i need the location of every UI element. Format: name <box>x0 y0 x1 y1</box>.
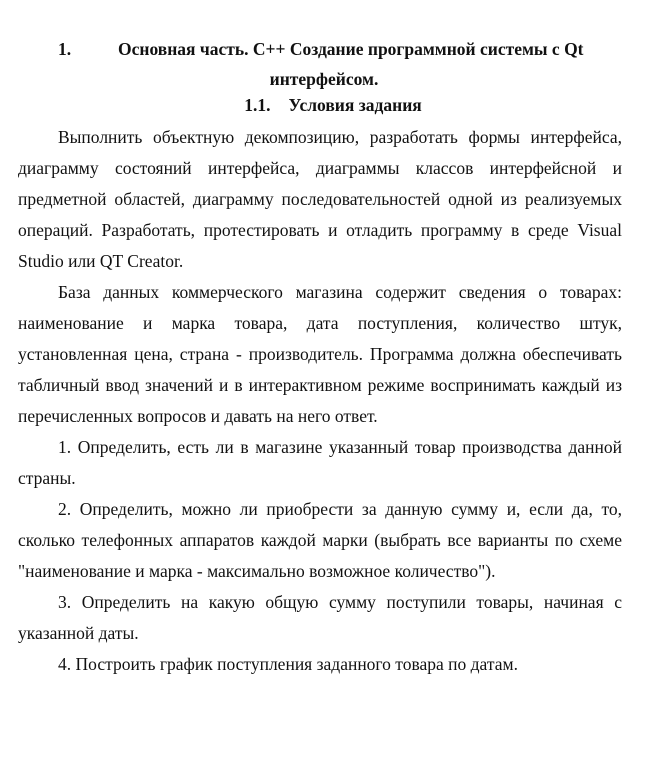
paragraph-question-3: 3. Определить на какую общую сумму поступили товары, начиная с указанной даты. <box>18 592 622 643</box>
section-title-line-2: интерфейсом. <box>269 69 379 89</box>
paragraph-task-description: Выполнить объектную декомпозицию, разработать формы интерфейса, диаграмму состояний интерфейса, диаграммы классов интерфейсной и предметной областей, диаграмму последовательностей одной из реализуемых операций. Разработать, протестировать и отладить программу в среде Visual Studio или QT Creator. <box>18 127 622 271</box>
subsection-heading <box>0 90 666 120</box>
section-title-line-1: Основная часть. С++ Создание программной системы с Qt <box>118 39 584 59</box>
section-heading <box>18 34 630 94</box>
paragraph-database-description: База данных коммерческого магазина содержит сведения о товарах: наименование и марка товара, дата поступления, количество штук, установленная цена, страна - производитель. Программа должна обеспечивать табличный ввод значений и в интерактивном режиме воспринимать каждый из перечисленных вопросов и давать на него ответ. <box>18 282 622 426</box>
section-number: 1. <box>58 39 72 59</box>
paragraph-question-4: 4. Построить график поступления заданного товара по датам. <box>58 654 518 674</box>
subsection-number: 1.1. <box>244 95 271 115</box>
subsection-title: Условия задания <box>288 95 422 115</box>
body-text <box>18 122 622 680</box>
paragraph-question-2: 2. Определить, можно ли приобрести за данную сумму и, если да, то, сколько телефонных аппаратов каждой марки (выбрать все варианты по схеме "наименование и марка - максимально возможное количество"). <box>18 499 622 581</box>
paragraph-question-1: 1. Определить, есть ли в магазине указанный товар производства данной страны. <box>18 437 622 488</box>
